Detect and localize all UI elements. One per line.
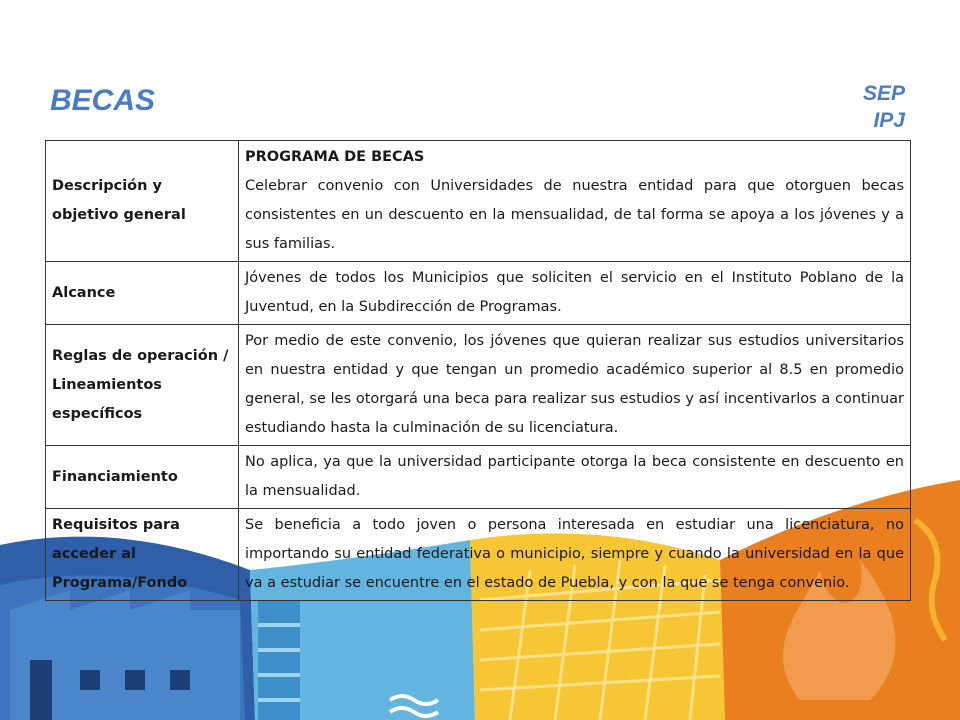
page-title: BECAS bbox=[50, 84, 156, 117]
row-content-requisitos: Se beneficia a todo joven o persona interesada en estudiar una licenciatura, no importando su entidad federativa o municipio, siempre y cuando la universidad en la que va a estudiar se encuentre en el estado de Puebla, y con la que se tenga convenio. bbox=[239, 509, 911, 601]
table-row bbox=[46, 509, 911, 601]
factory-window bbox=[80, 670, 100, 690]
row-content-alcance: Jóvenes de todos los Municipios que soliciten el servicio en el Instituto Poblano de la Juventud, en la Subdirección de Programas. bbox=[239, 262, 911, 325]
row-label-requisitos: Requisitos para acceder al Programa/Fondo bbox=[46, 509, 239, 601]
table-row bbox=[46, 446, 911, 509]
organization-label bbox=[863, 80, 905, 134]
row-content-reglas: Por medio de este convenio, los jóvenes que quieran realizar sus estudios universitarios en nuestra entidad y que tengan un promedio académico superior al 8.5 en promedio general, se les otorgará una beca para realizar sus estudios y así incentivarlos a continuar estudiando hasta la culminación de su licenciatura. bbox=[239, 325, 911, 446]
org-line-sep: SEP bbox=[862, 82, 905, 105]
row-text-descripcion: Celebrar convenio con Universidades de nuestra entidad para que otorguen becas consistentes en un descuento en la mensualidad, de tal forma se apoya a los jóvenes y a sus familias. bbox=[245, 178, 904, 252]
program-info-table bbox=[45, 140, 911, 601]
row-label-financiamiento: Financiamiento bbox=[46, 446, 239, 509]
row-label-descripcion: Descripción y objetivo general bbox=[46, 141, 239, 262]
row-content-financiamiento: No aplica, ya que la universidad participante otorga la beca consistente en descuento en la mensualidad. bbox=[239, 446, 911, 509]
row-content-descripcion bbox=[239, 141, 911, 262]
table-row bbox=[46, 141, 911, 262]
program-heading: PROGRAMA DE BECAS bbox=[245, 149, 425, 165]
table-row bbox=[46, 325, 911, 446]
row-label-reglas: Reglas de operación / Lineamientos específicos bbox=[46, 325, 239, 446]
factory-window bbox=[125, 670, 145, 690]
factory-window bbox=[170, 670, 190, 690]
table-row bbox=[46, 262, 911, 325]
org-line-ipj: IPJ bbox=[873, 109, 905, 132]
row-label-alcance: Alcance bbox=[46, 262, 239, 325]
